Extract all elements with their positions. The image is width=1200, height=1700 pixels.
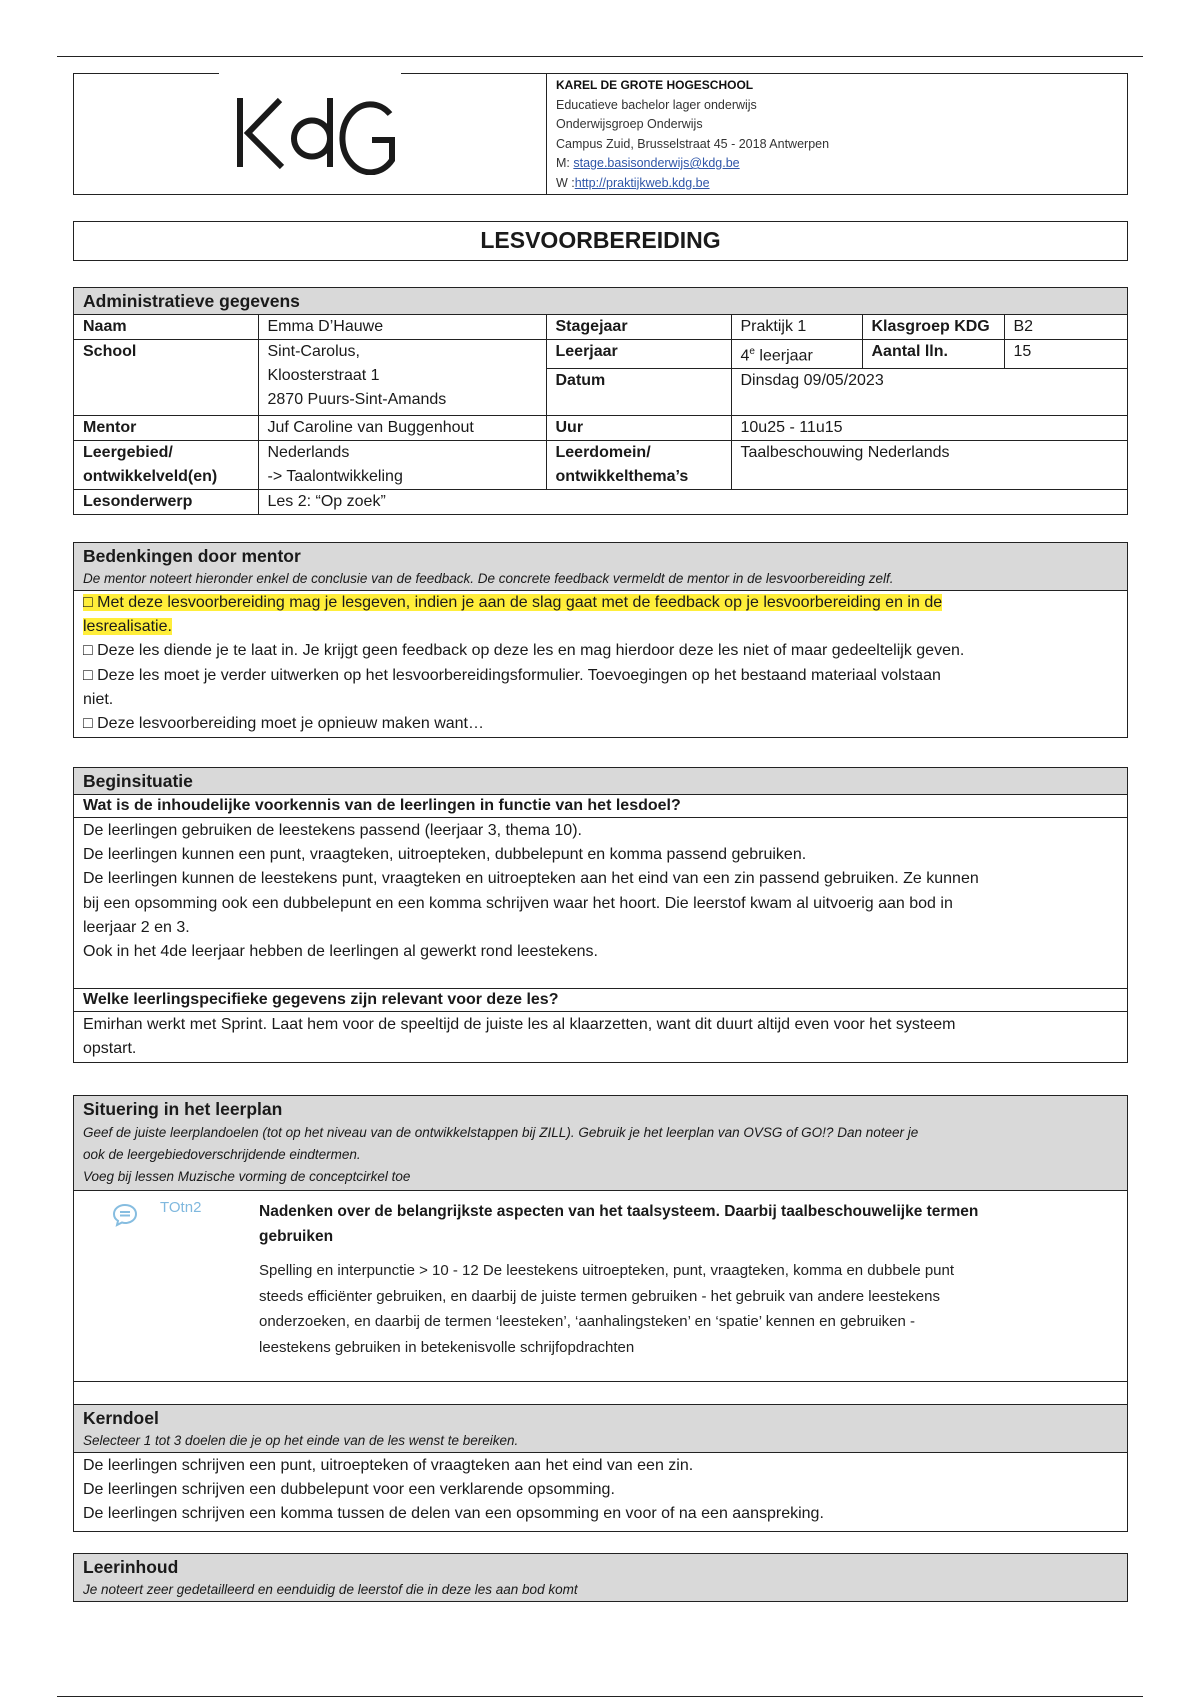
uur-value: 10u25 - 11u15 — [731, 416, 1127, 441]
leerplan-goal — [74, 1190, 1127, 1381]
klasgroep-label: Klasgroep KDG — [862, 315, 1004, 340]
kdg-logo — [232, 90, 402, 175]
naam-label: Naam — [74, 315, 258, 340]
question-leerlingspecifiek: Welke leerlingspecifieke gegevens zijn relevant voor deze les? — [74, 989, 1127, 1012]
leerplan-subtitle: Geef de juiste leerplandoelen (tot op het niveau van de ontwikkelstappen bij ZILL). Gebruik je het leerplan van OVSG of GO!? Dan noteer je ook de leergebiedoverschrijdende eindtermen. Voeg bij lessen Muzische vorming de conceptcirkel toe — [74, 1122, 1127, 1190]
mentor-label: Mentor — [74, 416, 258, 441]
option-late[interactable]: □ Deze les diende je te laat in. Je krijgt geen feedback op deze les en mag hierdoor deze les niet of maar gedeeltelijk geven. — [83, 642, 965, 660]
mentor-feedback-section — [73, 542, 1128, 738]
kerndoel-heading: Kerndoel — [74, 1405, 1127, 1431]
mail-line: M: stage.basisonderwijs@kdg.be — [556, 156, 740, 170]
goal-title: Nadenken over de belangrijkste aspecten van het taalsysteem. Daarbij taalbeschouwelijke termen gebruiken — [259, 1203, 979, 1245]
organisation-info — [547, 74, 829, 194]
leerinhoud-subtitle: Je noteert zeer gedetailleerd en eenduidig de leerstof die in deze les aan bod komt — [74, 1580, 1127, 1601]
answer-leerlingspecifiek: Emirhan werkt met Sprint. Laat hem voor de speeltijd de juiste les al klaarzetten, want dit duurt altijd even voor het systeem opstart. — [83, 1016, 956, 1058]
mentor-options: □ Met deze lesvoorbereiding mag je lesgeven, indien je aan de slag gaat met de feedback op je lesvoorbereiding en in de lesrealisatie. □ Deze les diende je te laat in. Je krijgt geen feedback op deze les en mag hierdoor deze les niet of maar gedeeltelijk geven. □ Deze les moet je verder uitwerken op het lesvoorbereidingsformulier. Toevoegingen op het bestaand materiaal volstaan niet. □ Deze lesvoorbereiding moet je opnieuw maken want… — [74, 591, 1127, 737]
admin-heading: Administratieve gegevens — [74, 288, 1127, 314]
beginsituatie-section — [73, 767, 1128, 1063]
leerdomein-value: Taalbeschouwing Nederlands — [731, 441, 1127, 490]
mail-link[interactable]: stage.basisonderwijs@kdg.be — [573, 156, 740, 170]
leerjaar-value: 4e leerjaar — [731, 340, 862, 369]
stagejaar-value: Praktijk 1 — [731, 315, 862, 340]
page-title: LESVOORBEREIDING — [73, 221, 1128, 261]
leerplan-section — [73, 1095, 1128, 1532]
admin-section — [73, 287, 1128, 515]
leerinhoud-heading: Leerinhoud — [74, 1554, 1127, 1580]
lesonderwerp-label: Lesonderwerp — [74, 490, 258, 515]
group: Onderwijsgroep Onderwijs — [556, 117, 703, 131]
kerndoel-subtitle: Selecteer 1 tot 3 doelen die je op het einde van de les wenst te bereiken. — [74, 1431, 1127, 1452]
mentor-subtitle: De mentor noteert hieronder enkel de conclusie van de feedback. De concrete feedback vermeldt de mentor in de lesvoorbereiding zelf. — [74, 569, 1127, 590]
leerplan-heading: Situering in het leerplan — [74, 1096, 1127, 1122]
aantal-label: Aantal lln. — [862, 340, 1004, 369]
answer-voorkennis: De leerlingen gebruiken de leestekens passend (leerjaar 3, thema 10). De leerlingen kunnen een punt, vraagteken, uitroepteken, dubbelepunt en komma passend gebruiken. De leerlingen kunnen de leestekens punt, vraagteken en uitroepteken aan het eind van een zin passend gebruiken. Ze kunnen bij een opsomming ook een dubbelepunt en een komma schrijven waar het hoort. Die leerstof kwam al uitvoerig aan bod in leerjaar 2 en 3. Ook in het 4de leerjaar hebben de leerlingen al gewerkt rond leestekens. — [83, 822, 979, 961]
naam-value: Emma D’Hauwe — [258, 315, 546, 340]
school-value: Sint-Carolus, Kloosterstraat 1 2870 Puurs-Sint-Amands — [258, 340, 546, 416]
klasgroep-value: B2 — [1004, 315, 1127, 340]
datum-value: Dinsdag 09/05/2023 — [731, 369, 1127, 416]
org-name: KAREL DE GROTE HOGESCHOOL — [556, 78, 754, 92]
address: Campus Zuid, Brusselstraat 45 - 2018 Antwerpen — [556, 136, 830, 151]
top-rule — [57, 56, 1143, 57]
school-label: School — [74, 340, 258, 416]
beginsituatie-heading: Beginsituatie — [74, 768, 1127, 794]
logo-cell — [74, 74, 547, 194]
mentor-value: Juf Caroline van Buggenhout — [258, 416, 546, 441]
web-line: W :http://praktijkweb.kdg.be — [556, 175, 710, 190]
web-link[interactable]: http://praktijkweb.kdg.be — [574, 175, 710, 190]
leerjaar-label: Leerjaar — [546, 340, 731, 369]
aantal-value: 15 — [1004, 340, 1127, 369]
program: Educatieve bachelor lager onderwijs — [556, 97, 757, 112]
option-elaborate[interactable]: □ Deze les moet je verder uitwerken op het lesvoorbereidingsformulier. Toevoegingen op het bestaand materiaal volstaan — [83, 666, 941, 684]
lesonderwerp-value: Les 2: “Op zoek” — [258, 490, 1127, 515]
header-box — [73, 73, 1128, 195]
stagejaar-label: Stagejaar — [546, 315, 731, 340]
option-redo[interactable]: □ Deze lesvoorbereiding moet je opnieuw maken want… — [83, 715, 484, 733]
leerdomein-label: Leerdomein/ ontwikkelthema’s — [546, 441, 731, 490]
comment-icon[interactable] — [112, 1203, 138, 1227]
mentor-heading: Bedenkingen door mentor — [74, 543, 1127, 569]
option-teach[interactable]: □ Met deze lesvoorbereiding mag je lesgeven, indien je aan de slag gaat met de feedback op je lesvoorbereiding en in de — [83, 594, 943, 611]
datum-label: Datum — [546, 369, 731, 416]
leergebied-label: Leergebied/ ontwikkelveld(en) — [74, 441, 258, 490]
question-voorkennis: Wat is de inhoudelijke voorkennis van de leerlingen in functie van het lesdoel? — [74, 795, 1127, 818]
bottom-rule — [57, 1696, 1143, 1697]
admin-table — [74, 315, 1127, 514]
kerndoel-goals: De leerlingen schrijven een punt, uitroepteken of vraagteken aan het eind van een zin. De leerlingen schrijven een dubbelepunt voor een verklarende opsomming. De leerlingen schrijven een komma tussen de delen van een opsomming en voor of na een aanspreking. — [83, 1457, 824, 1523]
leergebied-value: Nederlands -> Taalontwikkeling — [258, 441, 546, 490]
goal-code[interactable]: TOtn2 — [160, 1199, 202, 1216]
goal-description: Spelling en interpunctie > 10 - 12 De leestekens uitroepteken, punt, vraagteken, komma en dubbele punt steeds efficiënter gebruiken, en daarbij de juiste termen gebruiken - het gebruik van andere leestekens onderzoeken, en daarbij de termen ‘leesteken’, ‘aanhalingsteken’ en ‘spatie’ kennen en gebruiken - leestekens gebruiken in betekenisvolle schrijfopdrachten — [259, 1262, 955, 1356]
leerinhoud-section — [73, 1553, 1128, 1602]
uur-label: Uur — [546, 416, 731, 441]
